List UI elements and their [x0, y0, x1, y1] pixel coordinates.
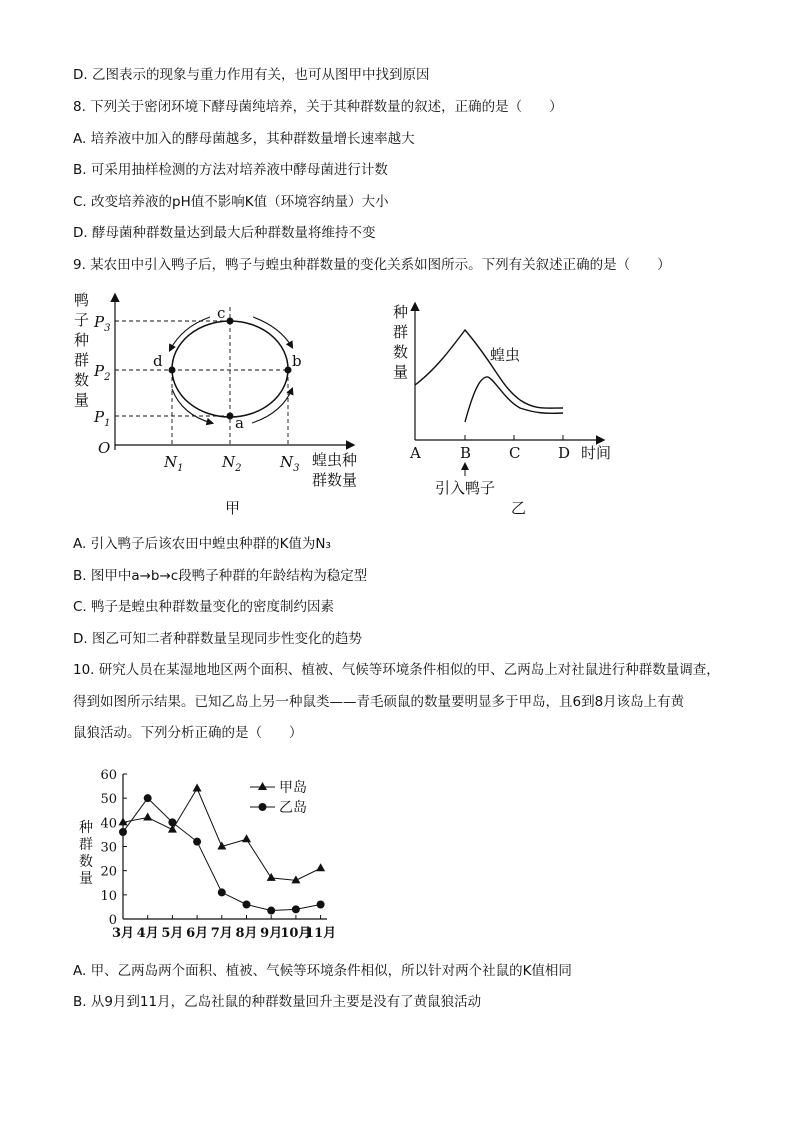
jia-ylabel-6: 量 [74, 391, 90, 409]
jia-arrow-bottom-right [252, 389, 292, 423]
jia-xtick-n2: $N_2$ [222, 453, 242, 474]
jia-xlabel-1: 蝗虫种 [312, 451, 358, 469]
option-b-q8: B. 可采用抽样检测的方法对培养液中酵母菌进行计数 [73, 162, 388, 178]
jia-label-b: b [292, 352, 302, 370]
chart-xtick-label: 6月 [186, 926, 209, 941]
chart-point-yi [119, 828, 127, 836]
chart-point-jia [242, 834, 251, 842]
chart-ytick-label: 50 [100, 792, 117, 808]
chart-point-yi [218, 888, 226, 896]
chart-ytick-label: 10 [100, 888, 117, 904]
question-10-cont-1: 得到如图所示结果。已知乙岛上另一种鼠类——青毛硕鼠的数量要明显多于甲岛，且6到8月该岛上有黄 [73, 694, 685, 710]
chart-ytick-label: 40 [100, 816, 117, 832]
jia-point-a [227, 413, 234, 420]
chart-point-yi [193, 838, 201, 846]
yi-caption: 乙 [511, 499, 527, 517]
figure-jia [60, 285, 380, 520]
option-c-q8: C. 改变培养液的pH值不影响K值（环境容纳量）大小 [73, 194, 389, 210]
option-d-q9: D. 图乙可知二者种群数量呈现同步性变化的趋势 [73, 631, 362, 647]
option-a-q8: A. 培养液中加入的酵母菌越多，其种群数量增长速率越大 [73, 131, 415, 147]
chart-point-jia [143, 813, 152, 821]
chart-xtick-label: 7月 [210, 926, 233, 941]
yi-curve-locust [415, 330, 563, 408]
legend-yi-marker [259, 803, 267, 811]
option-b-q10: B. 从9月到11月，乙岛社鼠的种群数量回升主要是没有了黄鼠狼活动 [73, 994, 482, 1010]
question-10: 10. 研究人员在某湿地地区两个面积、植被、气候等环境条件相似的甲、乙两岛上对社鼠进行种群数量调查， [73, 662, 720, 678]
question-9: 9. 某农田中引入鸭子后，鸭子与蝗虫种群数量的变化关系如图所示。下列有关叙述正确的是（ ） [73, 257, 671, 273]
chart-xtick-label: 5月 [161, 926, 184, 941]
yi-xlabel: 时间 [581, 444, 612, 462]
jia-point-b [285, 367, 292, 374]
jia-ytick-p3: $P_3$ [94, 313, 111, 334]
yi-xtick-b: B [460, 444, 472, 462]
jia-ytick-p1: $P_1$ [94, 408, 111, 429]
chart-point-yi [168, 818, 176, 826]
jia-point-d [169, 367, 176, 374]
jia-point-c [227, 318, 234, 325]
legend-jia-label: 甲岛 [279, 780, 307, 796]
jia-arrow-top-right [253, 317, 292, 347]
chart-point-yi [144, 794, 152, 802]
chart-ylabel-1: 种 [79, 820, 93, 836]
legend-jia-marker [258, 782, 267, 790]
chart-ytick-label: 60 [100, 768, 117, 783]
chart-point-jia [316, 863, 325, 871]
yi-ylabel-1: 种 [393, 303, 409, 321]
chart-xtick-label: 10月 [280, 926, 312, 941]
chart-point-yi [243, 901, 251, 909]
chart-ytick-label: 0 [108, 913, 117, 928]
yi-ylabel-2: 群 [393, 323, 409, 341]
option-a-q9: A. 引入鸭子后该农田中蝗虫种群的K值为N₃ [73, 536, 331, 552]
chart-ytick-label: 20 [100, 864, 117, 880]
chart-xtick-label: 3月 [111, 926, 135, 941]
option-d-q8: D. 酵母菌种群数量达到最大后种群数量将维持不变 [73, 225, 376, 241]
yi-series-label: 蝗虫 [490, 346, 521, 364]
jia-ylabel-4: 群 [74, 351, 90, 369]
option-d-q7: D. 乙图表示的现象与重力作用有关，也可从图甲中找到原因 [73, 67, 430, 83]
yi-xtick-c: C [509, 444, 521, 462]
chart-ylabel-2: 群 [79, 837, 93, 853]
yi-xtick-d: D [558, 444, 571, 462]
option-a-q10: A. 甲、乙两岛两个面积、植被、气候等环境条件相似，所以针对两个社鼠的K值相同 [73, 963, 572, 979]
legend-yi-label: 乙岛 [279, 800, 307, 816]
chart-xtick-label: 11月 [305, 926, 337, 941]
island-population-chart [75, 760, 365, 945]
option-c-q9: C. 鸭子是蝗虫种群数量变化的密度制约因素 [73, 599, 335, 615]
jia-label-d: d [153, 352, 163, 370]
question-10-cont-2: 鼠狼活动。下列分析正确的是（ ） [73, 725, 303, 741]
chart-point-yi [292, 905, 300, 913]
jia-xtick-n1: $N_1$ [164, 453, 184, 474]
jia-origin: O [98, 439, 111, 457]
yi-ylabel-3: 数 [393, 343, 409, 361]
chart-xtick-label: 9月 [260, 926, 283, 941]
yi-annotation: 引入鸭子 [435, 479, 496, 497]
jia-xlabel-2: 群数量 [312, 471, 358, 489]
jia-caption: 甲 [225, 499, 241, 517]
jia-ylabel-2: 子 [74, 311, 90, 329]
jia-ylabel-3: 种 [74, 331, 90, 349]
chart-point-yi [317, 901, 325, 909]
chart-xtick-label: 4月 [136, 926, 159, 941]
chart-point-yi [267, 907, 275, 915]
jia-label-c: c [217, 304, 226, 322]
figure-yi [385, 290, 625, 520]
jia-label-a: a [235, 414, 244, 432]
chart-ylabel-4: 量 [79, 871, 93, 887]
chart-ytick-label: 30 [100, 840, 117, 856]
question-8: 8. 下列关于密闭环境下酵母菌纯培养，关于其种群数量的叙述，正确的是（ ） [73, 99, 563, 115]
yi-curve-duck [465, 377, 563, 422]
chart-xtick-label: 8月 [235, 926, 258, 941]
chart-point-jia [267, 873, 276, 881]
yi-xtick-a: A [410, 444, 421, 462]
jia-ytick-p2: $P_2$ [94, 362, 111, 383]
chart-ylabel-3: 数 [79, 854, 93, 870]
jia-ylabel-1: 鸭 [74, 291, 90, 309]
option-b-q9: B. 图甲中a→b→c段鸭子种群的年龄结构为稳定型 [73, 568, 368, 584]
jia-xtick-n3: $N_3$ [280, 453, 300, 474]
jia-ylabel-5: 数 [74, 371, 90, 389]
chart-point-jia [193, 784, 202, 792]
yi-ylabel-4: 量 [393, 363, 409, 381]
